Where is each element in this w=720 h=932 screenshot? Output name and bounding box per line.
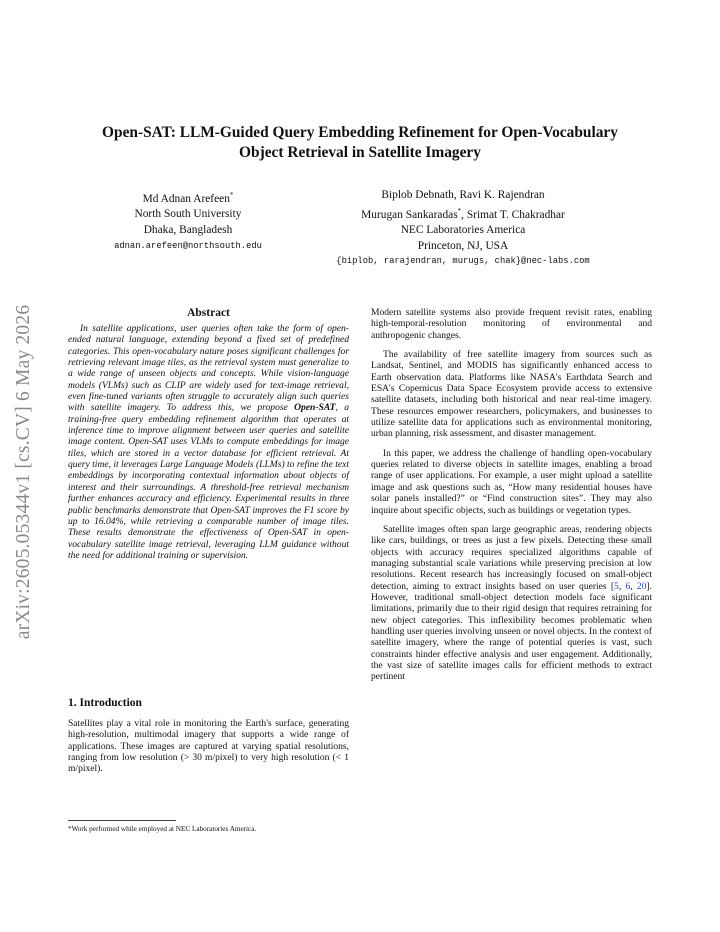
author-name: Md Adnan Arefeen*	[142, 191, 234, 205]
method-name: Open-SAT	[294, 402, 336, 414]
right-column	[371, 307, 652, 683]
author-block-left	[88, 188, 288, 254]
paragraph: In this paper, we address the challenge of handling open-vocabulary queries related to diverse objects in satellite images, enabling a broad range of user applications. For example, a user might upload a satellite image and ask questions such as, “How many residential houses have solar panels installed?” or “Find construction sites”. They may also inquire about specific objects, such as buildings or vegetation types.	[371, 447, 652, 516]
author-affiliation: North South University	[134, 208, 242, 221]
intro-paragraph: Satellites play a vital role in monitoring the Earth's surface, generating high-resolution, multimodal imagery that supports a wide range of applications. These images are captured at varying spatial resolutions, ranging from low resolution (> 30 m/pixel) to very high resolution (< 1 m/pixel).	[68, 718, 349, 775]
citation-link[interactable]: 6	[625, 580, 631, 592]
paragraph: Modern satellite systems also provide frequent revisit rates, enabling high-temporal-resolution monitoring of environmental and anthropogenic changes.	[371, 307, 652, 341]
author-email[interactable]: {biplob, rarajendran, murugs, chak}@nec-labs.com	[336, 256, 590, 267]
footnote-rule	[68, 820, 176, 821]
author-location: Princeton, NJ, USA	[417, 239, 509, 252]
paragraph: Satellite images often span large geographic areas, rendering objects like cars, buildings, or trees as just a few pixels. Detecting these small objects with accuracy requires specialized algorithms capable of managing substantial scale variations while preserving precision at low resolutions. Recent research has increasingly focused on small-object detection, aiming to extract insights based on user queries [5, 6, 20]. However, traditional small-object detection models face significant limitations, primarily due to their rigid design that requires retraining for new object categories. This inflexibility becomes problematic when handling user queries involving unseen or novel objects. In the context of satellite imagery, where the range of potential queries is vast, such constraints hinder effective analysis and user engagement. Additionally, the vast size of satellite images calls for efficient methods to extract pertinent	[371, 523, 652, 683]
section-heading-introduction: 1. Introduction	[68, 697, 142, 709]
footnote: *Work performed while employed at NEC Laboratories America.	[68, 825, 257, 833]
author-names: Biplob Debnath, Ravi K. Rajendran	[381, 189, 545, 201]
paper-title	[60, 123, 660, 162]
author-block-right	[300, 188, 626, 270]
title-line-2: Object Retrieval in Satellite Imagery	[239, 143, 481, 161]
author-email[interactable]: adnan.arefeen@northsouth.edu	[114, 240, 262, 251]
abstract-heading: Abstract	[187, 307, 230, 319]
title-line-1: Open-SAT: LLM-Guided Query Embedding Refinement for Open-Vocabulary	[102, 124, 618, 141]
paragraph: The availability of free satellite imagery from sources such as Landsat, Sentinel, and MODIS has significantly enhanced access to Earth observation data. Platforms like NASA's Earthdata Search and ESA's Copernicus Data Space Ecosystem provide access to extensive satellite datasets, including both historical and near real-time imagery. These resources empower researchers, policymakers, and businesses to utilize satellite data for applications such as environmental monitoring, urban planning, risk assessment, and disaster management.	[371, 349, 652, 440]
arxiv-stamp: arXiv:2605.05344v1 [cs.CV] 6 May 2026	[13, 304, 34, 640]
citation-link[interactable]: 5	[614, 580, 619, 592]
author-names: Murugan Sankaradas*, Srimat T. Chakradhar	[361, 206, 565, 221]
abstract-body: In satellite applications, user queries often take the form of open-ended natural language, extending beyond a fixed set of predefined categories. This open-vocabulary nature poses significant challenges for retrieving relevant image tiles, as the retrieval system must generalize to a wide range of unseen objects and concepts. While vision-language models (VLMs) such as CLIP are widely used for text-image retrieval, even fine-tuned variants often struggle to accurately align such queries with satellite imagery. To address this, we propose Open-SAT, a training-free query embedding refinement algorithm that operates at inference time to improve alignment between user queries and satellite image content. Open-SAT uses VLMs to compute embeddings for image tiles, which are stored in a vector database for efficient retrieval. At query time, it leverages Large Language Models (LLMs) to refine the text embeddings by incorporating contextual information about objects of interest and their surroundings. A threshold-free retrieval mechanism further enhances accuracy and efficiency. Experimental results in three public benchmarks demonstrate that Open-SAT improves the F1 score by up to 16.04%, while retrieving a comparable number of image tiles. These results demonstrate the effectiveness of Open-SAT in open-vocabulary satellite image retrieval, leveraging LLM guidance without the need for additional training or supervision.	[68, 323, 349, 561]
author-affiliation: NEC Laboratories America	[400, 223, 526, 236]
citation-link[interactable]: 20	[636, 580, 647, 592]
author-location: Dhaka, Bangladesh	[143, 223, 233, 236]
